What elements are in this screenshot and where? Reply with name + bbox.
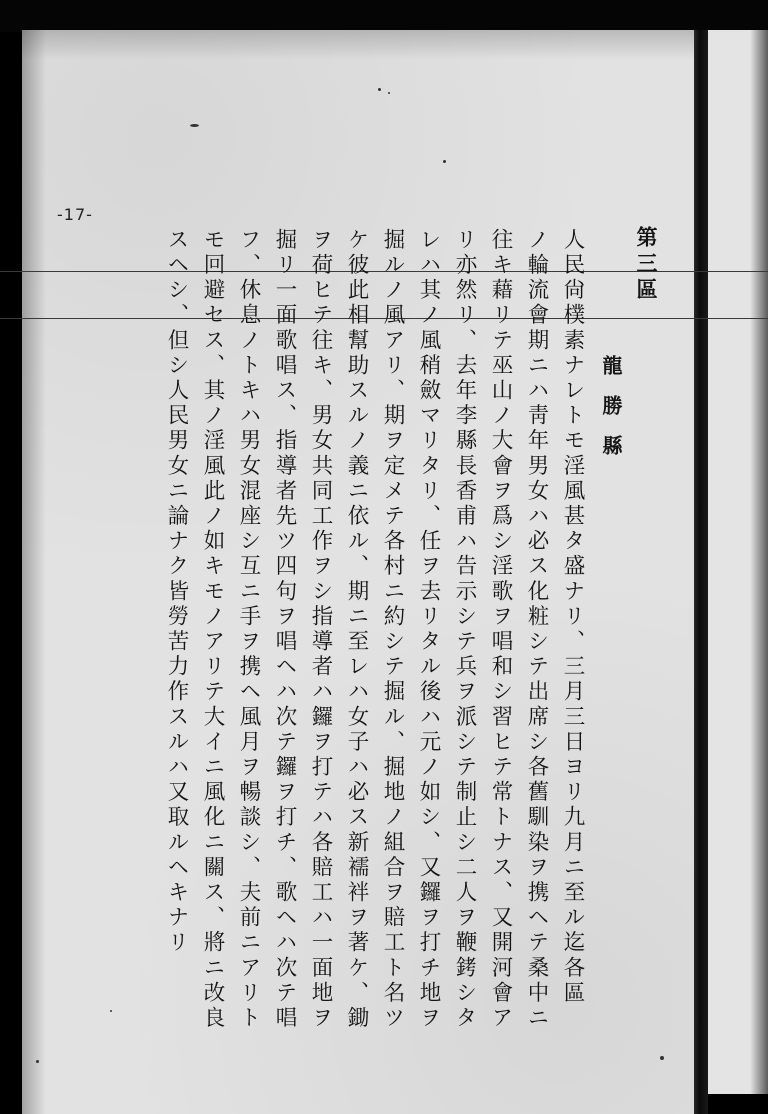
scan-right-edge: [750, 30, 768, 1114]
scan-speck: [36, 1060, 39, 1063]
text-column-3: 往キ藉リテ巫山ノ大會ヲ爲シ淫歌ヲ唱和シ習ヒテ常トナス、又開河會ア: [488, 228, 513, 1032]
page-left-shadow: [22, 30, 46, 1114]
page-top-shadow: [22, 30, 698, 60]
text-column-4: リ亦然リ、去年李縣長香甫ハ告示シテ兵ヲ派シテ制止シ二人ヲ鞭銬シタ: [452, 228, 477, 1032]
text-column-7: ケ彼此相幫助スルノ義ニ依ル、期ニ至レハ女子ハ必ス新襦袢ヲ著ケ、鋤: [344, 228, 369, 1032]
text-column-8: ヲ荷ヒテ往キ、男女共同工作ヲシ指導者ハ鑼ヲ打テハ各賠工ハ一面地ヲ: [308, 228, 333, 1032]
text-column-6: 掘ルノ風アリ、期ヲ定メテ各村ニ約シテ掘ル、掘地ノ組合ヲ賠工ト名ツ: [380, 228, 405, 1032]
text-column-2: ノ輪流會期ニハ靑年男女ハ必ス化粧シテ出席シ各舊馴染ヲ携ヘテ桑中ニ: [524, 228, 549, 1032]
scan-speck: [190, 124, 199, 127]
scan-speck: [388, 92, 390, 94]
scan-speck: [443, 160, 446, 163]
text-column-5: レハ其ノ風稍斂マリタリ、任ヲ去リタル後ハ元ノ如シ、又鑼ヲ打チ地ヲ: [416, 228, 441, 1032]
text-column-12: スヘシ、但シ人民男女ニ論ナク皆勞苦力作スルハ又取ルヘキナリ: [164, 228, 189, 956]
page-number: -17-: [57, 205, 93, 224]
text-column-10: フ、休息ノトキハ男女混座シ互ニ手ヲ携ヘ風月ヲ暢談シ、夫前ニアリト: [236, 228, 261, 1032]
scan-speck: [110, 1010, 112, 1012]
section-heading: 第三區: [634, 226, 659, 304]
county-heading: 龍勝縣: [599, 355, 623, 475]
scan-speck: [378, 88, 381, 91]
book-spine: [694, 30, 708, 1114]
scan-top-border: [0, 0, 768, 32]
text-column-1: 人民尙樸素ナレトモ淫風甚タ盛ナリ、三月三日ヨリ九月ニ至ル迄各區: [560, 228, 585, 1007]
scan-speck: [660, 1056, 664, 1060]
text-column-11: モ回避セス、其ノ淫風此ノ如キモノアリテ大イニ風化ニ關ス、將ニ改良: [200, 228, 225, 1032]
text-column-9: 掘リ一面歌唱ス、指導者先ツ四句ヲ唱ヘハ次テ鑼ヲ打チ、歌ヘハ次テ唱: [272, 228, 297, 1032]
